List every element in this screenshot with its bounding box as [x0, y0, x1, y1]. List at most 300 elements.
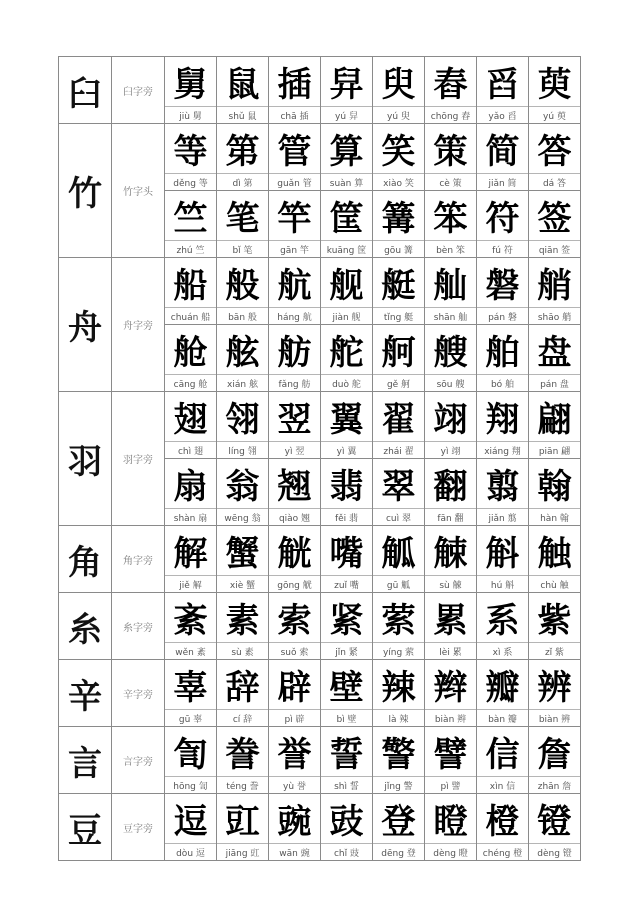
character-row — [165, 57, 581, 123]
radical-glyph: 臼 — [59, 57, 112, 123]
character-cell — [477, 593, 529, 659]
character-cell — [165, 258, 217, 324]
pinyin-label: xián 舷 — [217, 374, 268, 391]
calligraphy-character: 舸 — [381, 333, 416, 373]
calligraphy-character: 解 — [173, 534, 208, 574]
character-cell — [477, 392, 529, 458]
calligraphy-character: 算 — [329, 132, 364, 172]
calligraphy-character: 翅 — [173, 400, 208, 440]
character-cell — [425, 459, 477, 525]
pinyin-label: suàn 算 — [321, 173, 372, 190]
character-row — [165, 124, 581, 190]
calligraphy-character: 翼 — [329, 400, 364, 440]
radical-glyph: 辛 — [59, 660, 112, 726]
pinyin-label: sù 觫 — [425, 575, 476, 592]
pinyin-label: là 辣 — [373, 709, 424, 726]
character-cell — [373, 727, 425, 793]
calligraphy-character: 翻 — [433, 467, 468, 507]
character-cell — [269, 459, 321, 525]
calligraphy-character: 紫 — [537, 601, 572, 641]
pinyin-label: jiāng 豇 — [217, 843, 268, 860]
pinyin-label: pán 盘 — [529, 374, 580, 391]
calligraphy-character: 橙 — [485, 802, 520, 842]
pinyin-label: zhái 翟 — [373, 441, 424, 458]
character-cell — [165, 459, 217, 525]
character-cell — [529, 727, 581, 793]
pinyin-label: kuāng 筐 — [321, 240, 372, 257]
pinyin-label: gān 竿 — [269, 240, 320, 257]
character-cell — [321, 258, 373, 324]
radical-glyph: 糸 — [59, 593, 112, 659]
calligraphy-character: 辣 — [381, 668, 416, 708]
character-cell — [529, 325, 581, 391]
calligraphy-character: 舰 — [329, 266, 364, 306]
character-cell — [373, 459, 425, 525]
radical-name: 辛字旁 — [112, 660, 165, 726]
character-cell — [165, 57, 217, 123]
pinyin-label: yíng 萦 — [373, 642, 424, 659]
character-cell — [373, 593, 425, 659]
calligraphy-character: 笨 — [433, 199, 468, 239]
calligraphy-character: 警 — [381, 735, 416, 775]
calligraphy-character: 觥 — [277, 534, 312, 574]
pinyin-label: yì 翌 — [269, 441, 320, 458]
pinyin-label: wān 豌 — [269, 843, 320, 860]
character-cell — [425, 660, 477, 726]
calligraphy-character: 翩 — [537, 400, 572, 440]
character-cell — [425, 325, 477, 391]
calligraphy-character: 翰 — [537, 467, 572, 507]
character-cell — [373, 124, 425, 190]
character-cell — [217, 727, 269, 793]
pinyin-label: zhān 詹 — [529, 776, 580, 793]
calligraphy-character: 辨 — [537, 668, 572, 708]
character-cell — [165, 392, 217, 458]
calligraphy-character: 签 — [537, 199, 572, 239]
character-cell — [425, 794, 477, 860]
calligraphy-character: 信 — [485, 735, 520, 775]
calligraphy-character: 累 — [433, 601, 468, 641]
pinyin-label: fǎng 舫 — [269, 374, 320, 391]
pinyin-label: hú 斛 — [477, 575, 528, 592]
radical-name: 舟字旁 — [112, 258, 165, 391]
radical-name: 糸字旁 — [112, 593, 165, 659]
character-cell — [321, 794, 373, 860]
calligraphy-character: 舅 — [173, 65, 208, 105]
calligraphy-character: 舢 — [433, 266, 468, 306]
calligraphy-character: 管 — [277, 132, 312, 172]
pinyin-label: dì 第 — [217, 173, 268, 190]
calligraphy-character: 盘 — [537, 333, 572, 373]
calligraphy-character: 紧 — [329, 601, 364, 641]
calligraphy-character: 篝 — [381, 199, 416, 239]
radical-name: 言字旁 — [112, 727, 165, 793]
character-cell — [477, 191, 529, 257]
calligraphy-character: 翟 — [381, 400, 416, 440]
character-cell — [477, 325, 529, 391]
character-cell — [269, 392, 321, 458]
character-cell — [425, 593, 477, 659]
character-cell — [529, 191, 581, 257]
character-row — [165, 324, 581, 391]
calligraphy-character: 舁 — [329, 65, 364, 105]
calligraphy-character: 臾 — [381, 65, 416, 105]
calligraphy-character: 筐 — [329, 199, 364, 239]
calligraphy-character: 简 — [485, 132, 520, 172]
character-cell — [529, 526, 581, 592]
calligraphy-character: 等 — [173, 132, 208, 172]
calligraphy-character: 艇 — [381, 266, 416, 306]
character-row — [165, 258, 581, 324]
radical-group — [59, 258, 581, 392]
calligraphy-character: 插 — [277, 65, 312, 105]
radical-name: 豆字旁 — [112, 794, 165, 860]
calligraphy-character: 船 — [173, 266, 208, 306]
calligraphy-character: 豇 — [225, 802, 260, 842]
character-cell — [477, 794, 529, 860]
radical-name: 角字旁 — [112, 526, 165, 592]
pinyin-label: yù 誉 — [269, 776, 320, 793]
character-row — [165, 458, 581, 525]
calligraphy-character: 舫 — [277, 333, 312, 373]
calligraphy-character: 磐 — [485, 266, 520, 306]
character-cell — [217, 124, 269, 190]
pinyin-label: xiè 蟹 — [217, 575, 268, 592]
character-cell — [477, 57, 529, 123]
calligraphy-character: 般 — [225, 266, 260, 306]
character-cell — [321, 727, 373, 793]
calligraphy-character: 扇 — [173, 467, 208, 507]
pinyin-label: sōu 艘 — [425, 374, 476, 391]
pinyin-label: xiáng 翔 — [477, 441, 528, 458]
character-cell — [269, 660, 321, 726]
character-cell — [373, 258, 425, 324]
character-row — [165, 794, 581, 860]
calligraphy-character: 竿 — [277, 199, 312, 239]
character-cell — [321, 660, 373, 726]
character-cell — [477, 124, 529, 190]
pinyin-label: lèi 累 — [425, 642, 476, 659]
radical-group — [59, 727, 581, 794]
character-cell — [321, 325, 373, 391]
pinyin-label: zuǐ 嘴 — [321, 575, 372, 592]
pinyin-label: pì 譬 — [425, 776, 476, 793]
pinyin-label: chuán 船 — [165, 307, 216, 324]
pinyin-label: chéng 橙 — [477, 843, 528, 860]
character-cell — [217, 191, 269, 257]
character-cell — [321, 593, 373, 659]
pinyin-label: zhú 竺 — [165, 240, 216, 257]
character-cell — [373, 660, 425, 726]
calligraphy-character: 嘴 — [329, 534, 364, 574]
pinyin-label: cuì 翠 — [373, 508, 424, 525]
character-cell — [529, 124, 581, 190]
calligraphy-character: 系 — [485, 601, 520, 641]
pinyin-label: dèng 瞪 — [425, 843, 476, 860]
calligraphy-character: 譬 — [433, 735, 468, 775]
character-cell — [269, 325, 321, 391]
pinyin-label: xiào 笑 — [373, 173, 424, 190]
calligraphy-character: 誓 — [329, 735, 364, 775]
pinyin-label: gū 觚 — [373, 575, 424, 592]
radical-name: 臼字旁 — [112, 57, 165, 123]
radical-name: 竹字头 — [112, 124, 165, 257]
radical-group — [59, 794, 581, 861]
pinyin-label: piān 翩 — [529, 441, 580, 458]
radical-glyph: 竹 — [59, 124, 112, 257]
radical-glyph: 豆 — [59, 794, 112, 860]
pinyin-label: fú 符 — [477, 240, 528, 257]
calligraphy-character: 翁 — [225, 467, 260, 507]
calligraphy-character: 笔 — [225, 199, 260, 239]
calligraphy-character: 航 — [277, 266, 312, 306]
pinyin-label: bǐ 笔 — [217, 240, 268, 257]
pinyin-label: shāo 艄 — [529, 307, 580, 324]
character-practice-table — [58, 56, 581, 861]
pinyin-label: biàn 辫 — [425, 709, 476, 726]
pinyin-label: dòu 逗 — [165, 843, 216, 860]
calligraphy-character: 豌 — [277, 802, 312, 842]
pinyin-label: shān 舢 — [425, 307, 476, 324]
radical-group — [59, 124, 581, 258]
calligraphy-character: 舷 — [225, 333, 260, 373]
character-row — [165, 190, 581, 257]
character-cell — [425, 258, 477, 324]
pinyin-label: fān 翻 — [425, 508, 476, 525]
pinyin-label: duò 舵 — [321, 374, 372, 391]
character-cell — [529, 660, 581, 726]
calligraphy-character: 瞪 — [433, 802, 468, 842]
radical-group — [59, 57, 581, 124]
radical-glyph: 言 — [59, 727, 112, 793]
pinyin-label: yì 翊 — [425, 441, 476, 458]
pinyin-label: zǐ 紫 — [529, 642, 580, 659]
pinyin-label: gě 舸 — [373, 374, 424, 391]
calligraphy-character: 第 — [225, 132, 260, 172]
pinyin-label: yú 臾 — [373, 106, 424, 123]
calligraphy-character: 訇 — [173, 735, 208, 775]
character-cell — [425, 727, 477, 793]
pinyin-label: jǐn 紧 — [321, 642, 372, 659]
character-cell — [321, 124, 373, 190]
character-cell — [477, 526, 529, 592]
calligraphy-character: 萸 — [537, 65, 572, 105]
character-cell — [165, 191, 217, 257]
character-cell — [269, 57, 321, 123]
calligraphy-character: 符 — [485, 199, 520, 239]
calligraphy-character: 翘 — [277, 467, 312, 507]
pinyin-label: bì 壁 — [321, 709, 372, 726]
character-cell — [217, 794, 269, 860]
pinyin-label: téng 誊 — [217, 776, 268, 793]
pinyin-label: cí 辞 — [217, 709, 268, 726]
character-cell — [425, 191, 477, 257]
radical-group — [59, 660, 581, 727]
character-cell — [373, 392, 425, 458]
character-cell — [165, 593, 217, 659]
pinyin-label: gōng 觥 — [269, 575, 320, 592]
calligraphy-character: 触 — [537, 534, 572, 574]
pinyin-label: bān 般 — [217, 307, 268, 324]
character-cell — [217, 660, 269, 726]
calligraphy-character: 竺 — [173, 199, 208, 239]
calligraphy-character: 翠 — [381, 467, 416, 507]
character-cell — [165, 727, 217, 793]
pinyin-label: bó 舶 — [477, 374, 528, 391]
pinyin-label: cè 策 — [425, 173, 476, 190]
character-cell — [165, 526, 217, 592]
character-cell — [217, 593, 269, 659]
character-cell — [373, 526, 425, 592]
pinyin-label: biàn 辨 — [529, 709, 580, 726]
calligraphy-character: 辞 — [225, 668, 260, 708]
character-cell — [477, 660, 529, 726]
pinyin-label: dēng 登 — [373, 843, 424, 860]
pinyin-label: pì 辟 — [269, 709, 320, 726]
calligraphy-character: 翊 — [433, 400, 468, 440]
character-cell — [269, 191, 321, 257]
character-cell — [425, 57, 477, 123]
character-cell — [165, 794, 217, 860]
calligraphy-character: 翔 — [485, 400, 520, 440]
character-cell — [217, 459, 269, 525]
radical-group — [59, 392, 581, 526]
radical-group — [59, 526, 581, 593]
character-cell — [269, 258, 321, 324]
pinyin-label: gōu 篝 — [373, 240, 424, 257]
character-cell — [321, 392, 373, 458]
calligraphy-character: 辫 — [433, 668, 468, 708]
pinyin-label: shì 誓 — [321, 776, 372, 793]
calligraphy-character: 舵 — [329, 333, 364, 373]
character-cell — [321, 191, 373, 257]
character-cell — [425, 526, 477, 592]
pinyin-label: cāng 舱 — [165, 374, 216, 391]
radical-name: 羽字旁 — [112, 392, 165, 525]
calligraphy-character: 斛 — [485, 534, 520, 574]
pinyin-label: qiān 签 — [529, 240, 580, 257]
pinyin-label: dá 答 — [529, 173, 580, 190]
character-cell — [477, 459, 529, 525]
pinyin-label: jiǎn 翦 — [477, 508, 528, 525]
calligraphy-character: 翎 — [225, 400, 260, 440]
calligraphy-character: 詹 — [537, 735, 572, 775]
character-cell — [321, 57, 373, 123]
character-cell — [217, 258, 269, 324]
pinyin-label: háng 航 — [269, 307, 320, 324]
pinyin-label: chā 插 — [269, 106, 320, 123]
pinyin-label: jiǎn 简 — [477, 173, 528, 190]
pinyin-label: yú 萸 — [529, 106, 580, 123]
character-cell — [269, 727, 321, 793]
character-cell — [165, 325, 217, 391]
radical-group — [59, 593, 581, 660]
character-cell — [529, 459, 581, 525]
character-cell — [269, 124, 321, 190]
character-cell — [425, 124, 477, 190]
calligraphy-character: 素 — [225, 601, 260, 641]
character-cell — [321, 526, 373, 592]
pinyin-label: gū 辜 — [165, 709, 216, 726]
pinyin-label: chù 触 — [529, 575, 580, 592]
pinyin-label: qiào 翘 — [269, 508, 320, 525]
pinyin-label: jiù 舅 — [165, 106, 216, 123]
calligraphy-character: 觫 — [433, 534, 468, 574]
calligraphy-character: 豉 — [329, 802, 364, 842]
pinyin-label: jiàn 舰 — [321, 307, 372, 324]
calligraphy-character: 壁 — [329, 668, 364, 708]
pinyin-label: yì 翼 — [321, 441, 372, 458]
calligraphy-character: 艄 — [537, 266, 572, 306]
pinyin-label: hàn 翰 — [529, 508, 580, 525]
calligraphy-character: 翦 — [485, 467, 520, 507]
character-cell — [529, 258, 581, 324]
pinyin-label: bèn 笨 — [425, 240, 476, 257]
pinyin-label: tǐng 艇 — [373, 307, 424, 324]
calligraphy-character: 舀 — [485, 65, 520, 105]
calligraphy-character: 萦 — [381, 601, 416, 641]
pinyin-label: bàn 瓣 — [477, 709, 528, 726]
calligraphy-character: 瓣 — [485, 668, 520, 708]
calligraphy-character: 蟹 — [225, 534, 260, 574]
character-cell — [217, 325, 269, 391]
pinyin-label: jǐng 警 — [373, 776, 424, 793]
character-cell — [269, 526, 321, 592]
pinyin-label: fěi 翡 — [321, 508, 372, 525]
calligraphy-character: 答 — [537, 132, 572, 172]
character-cell — [373, 794, 425, 860]
character-cell — [477, 727, 529, 793]
calligraphy-character: 舂 — [433, 65, 468, 105]
character-row — [165, 392, 581, 458]
calligraphy-character: 镫 — [537, 802, 572, 842]
calligraphy-character: 索 — [277, 601, 312, 641]
pinyin-label: hōng 訇 — [165, 776, 216, 793]
pinyin-label: dèng 镫 — [529, 843, 580, 860]
character-cell — [321, 459, 373, 525]
pinyin-label: wēng 翁 — [217, 508, 268, 525]
pinyin-label: jiě 解 — [165, 575, 216, 592]
pinyin-label: wěn 紊 — [165, 642, 216, 659]
character-cell — [529, 593, 581, 659]
calligraphy-character: 翌 — [277, 400, 312, 440]
pinyin-label: shàn 扇 — [165, 508, 216, 525]
character-cell — [373, 57, 425, 123]
character-cell — [529, 57, 581, 123]
calligraphy-character: 登 — [381, 802, 416, 842]
calligraphy-character: 誊 — [225, 735, 260, 775]
pinyin-label: yú 舁 — [321, 106, 372, 123]
character-cell — [529, 392, 581, 458]
character-cell — [425, 392, 477, 458]
pinyin-label: xì 系 — [477, 642, 528, 659]
character-row — [165, 593, 581, 659]
pinyin-label: yǎo 舀 — [477, 106, 528, 123]
character-cell — [269, 794, 321, 860]
character-cell — [217, 392, 269, 458]
character-cell — [373, 325, 425, 391]
calligraphy-character: 舶 — [485, 333, 520, 373]
calligraphy-character: 誉 — [277, 735, 312, 775]
radical-glyph: 羽 — [59, 392, 112, 525]
calligraphy-character: 舱 — [173, 333, 208, 373]
pinyin-label: líng 翎 — [217, 441, 268, 458]
calligraphy-character: 策 — [433, 132, 468, 172]
pinyin-label: guǎn 管 — [269, 173, 320, 190]
pinyin-label: chǐ 豉 — [321, 843, 372, 860]
calligraphy-character: 觚 — [381, 534, 416, 574]
pinyin-label: chōng 舂 — [425, 106, 476, 123]
